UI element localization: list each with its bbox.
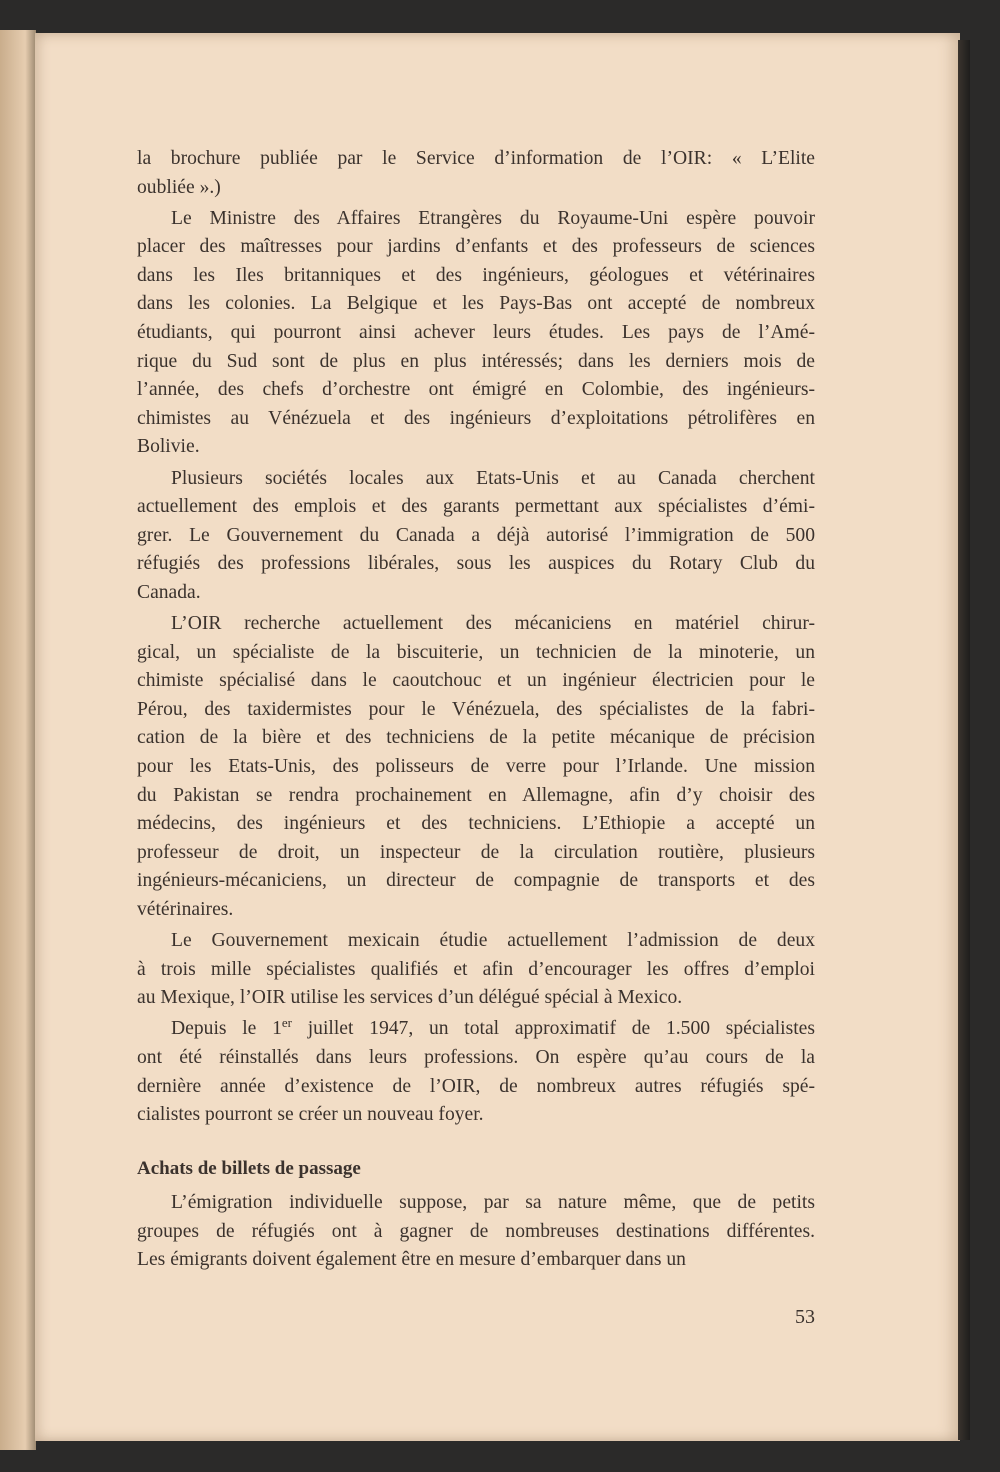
- text-line: étudiants, qui pourront ainsi achever leurs études. Les pays de l’Amé-: [137, 322, 815, 344]
- text-fragment: Depuis le 1: [171, 1018, 282, 1040]
- previous-page-edge: [0, 30, 36, 1450]
- paragraph: [137, 927, 815, 1013]
- text-line: au Mexique, l’OIR utilise les services d’un délégué spécial à Mexico.: [137, 987, 683, 1009]
- section-heading: Achats de billets de passage: [137, 1157, 361, 1179]
- text-line: dans les colonies. La Belgique et les Pays-Bas ont accepté de nombreux: [137, 293, 815, 315]
- paragraph: [137, 205, 815, 462]
- text-line: l’année, des chefs d’orchestre ont émigré en Colombie, des ingénieurs-: [137, 379, 815, 401]
- text-line: ont été réinstallés dans leurs professions. On espère qu’au cours de la: [137, 1046, 815, 1068]
- text-line: à trois mille spécialistes qualifiés et afin d’encourager les offres d’emploi: [137, 958, 815, 980]
- text-line: chimistes au Vénézuela et des ingénieurs d’exploitations pétrolifères en: [137, 407, 815, 429]
- page-edge-shadow: [958, 40, 970, 1440]
- text-line: L’émigration individuelle suppose, par sa nature même, que de petits: [171, 1192, 815, 1214]
- text-line: la brochure publiée par le Service d’information de l’OIR: « L’Elite: [137, 148, 815, 169]
- paragraph: [137, 1015, 815, 1129]
- text-line: réfugiés des professions libérales, sous les auspices du Rotary Club du: [137, 553, 815, 575]
- text-line: gical, un spécialiste de la biscuiterie, un technicien de la minoterie, un: [137, 641, 815, 663]
- text-fragment: er: [281, 1015, 292, 1031]
- text-line: Le Ministre des Affaires Etrangères du Royaume-Uni espère pouvoir: [171, 207, 815, 229]
- text-line: pour les Etats-Unis, des polisseurs de verre pour l’Irlande. Une mission: [137, 755, 815, 777]
- text-line: Canada.: [137, 581, 201, 603]
- text-line: du Pakistan se rendra prochainement en Allemagne, afin d’y choisir des: [137, 784, 815, 806]
- text-line: cialistes pourront se créer un nouveau foyer.: [137, 1104, 484, 1126]
- text-line: chimiste spécialisé dans le caoutchouc et un ingénieur électricien pour le: [137, 670, 815, 692]
- text-line: groupes de réfugiés ont à gagner de nombreuses destinations différentes.: [137, 1220, 815, 1242]
- text-line: médecins, des ingénieurs et des techniciens. L’Ethiopie a accepté un: [137, 813, 815, 835]
- body-text: [137, 145, 815, 1278]
- text-line: Les émigrants doivent également être en mesure d’embarquer dans un: [137, 1249, 686, 1271]
- text-line: professeur de droit, un inspecteur de la circulation routière, plusieurs: [137, 841, 815, 863]
- text-line: placer des maîtresses pour jardins d’enfants et des professeurs de sciences: [137, 236, 815, 258]
- text-line: Pérou, des taxidermistes pour le Vénézuela, des spécialistes de la fabri-: [137, 698, 815, 720]
- text-line: L’OIR recherche actuellement des mécaniciens en matériel chirur-: [171, 613, 815, 634]
- text-line: cation de la bière et des techniciens de la petite mécanique de précision: [137, 727, 815, 749]
- paragraph: [137, 610, 815, 925]
- text-line: oubliée ».): [137, 176, 221, 198]
- paragraph: [137, 465, 815, 608]
- text-fragment: juillet 1947, un total approximatif de 1.500 spécialistes: [292, 1018, 815, 1040]
- text-line: Bolivie.: [137, 436, 200, 458]
- text-line: actuellement des emplois et des garants permettant aux spécialistes d’émi-: [137, 496, 815, 518]
- text-line: Plusieurs sociétés locales aux Etats-Unis et au Canada cherchent: [171, 467, 815, 489]
- text-line: vétérinaires.: [137, 898, 234, 920]
- text-line: rique du Sud sont de plus en plus intéressés; dans les derniers mois de: [137, 350, 815, 372]
- paragraph: [137, 145, 815, 202]
- paragraph: [137, 1189, 815, 1275]
- text-line: Le Gouvernement mexicain étudie actuellement l’admission de deux: [171, 930, 815, 952]
- text-line: dans les Iles britanniques et des ingénieurs, géologues et vétérinaires: [137, 264, 815, 286]
- text-line: grer. Le Gouvernement du Canada a déjà autorisé l’immigration de 500: [137, 524, 815, 546]
- text-line: ingénieurs-mécaniciens, un directeur de compagnie de transports et des: [137, 870, 815, 892]
- page-number: 53: [795, 1306, 815, 1328]
- text-line: [137, 1015, 815, 1044]
- text-line: dernière année d’existence de l’OIR, de nombreux autres réfugiés spé-: [137, 1075, 815, 1097]
